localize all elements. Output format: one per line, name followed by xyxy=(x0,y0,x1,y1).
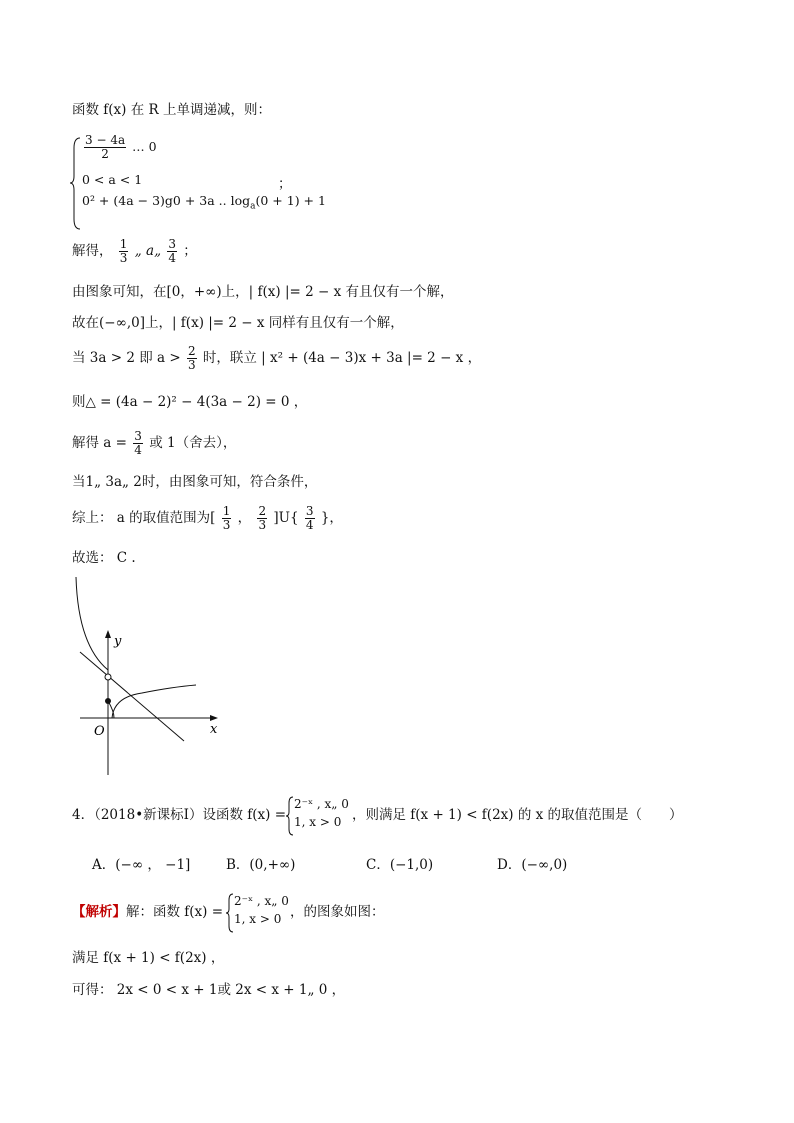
fraction xyxy=(222,505,232,532)
text: }， xyxy=(320,510,343,526)
frac-num: 2 xyxy=(187,344,196,358)
problem4-suffix xyxy=(352,805,683,825)
frac-den: 3 xyxy=(258,518,267,532)
left-curve xyxy=(76,577,108,670)
text: 故选： C . xyxy=(72,550,136,566)
system-row-1 xyxy=(82,134,157,161)
text: 由图象可知，在[0，+∞)上，| f(x) |= 2 − x 有且仅有一个解， xyxy=(72,284,454,300)
piecewise-case-2: 1, x > 0 xyxy=(294,815,342,829)
analysis-line-2 xyxy=(72,948,224,968)
analysis-brace xyxy=(226,893,234,933)
frac-den: 3 xyxy=(222,518,231,532)
frac-den: 4 xyxy=(305,518,314,532)
solution-line-solve-range xyxy=(72,238,197,265)
text: 解得 a = xyxy=(72,435,127,451)
frac-num: 2 xyxy=(258,504,267,518)
option-d[interactable]: D．(−∞,0) xyxy=(497,857,568,873)
analysis-piecewise xyxy=(234,892,289,928)
solution-line-answer xyxy=(72,548,136,568)
fraction xyxy=(133,430,143,457)
frac-den: 3 xyxy=(119,251,128,265)
x-axis-arrow xyxy=(210,715,218,721)
text: (0 + 1) + 1 xyxy=(255,193,326,208)
text: 解：函数 f(x) = xyxy=(126,904,224,920)
x-label: x xyxy=(210,722,218,737)
text: 故在(−∞,0]上，| f(x) |= 2 − x 同样有且仅有一个解， xyxy=(72,315,404,331)
frac-num: 3 xyxy=(305,504,314,518)
frac-den: 2 xyxy=(101,147,109,161)
analysis-line-1 xyxy=(72,902,223,922)
text: 时，联立 | x² + (4a − 3)x + 3a |= 2 − x ， xyxy=(202,350,482,366)
closed-point xyxy=(105,698,111,704)
solution-line-conclusion xyxy=(72,505,343,532)
frac-den: 4 xyxy=(134,443,142,457)
piecewise-case-1: 2⁻ˣ , x„ 0 xyxy=(234,894,289,908)
solution-line-graph-right xyxy=(72,282,454,302)
option-b[interactable]: B．(0,+∞) xyxy=(226,857,296,873)
solution-line-monotonic xyxy=(72,100,271,120)
frac-num: 1 xyxy=(119,237,128,251)
text: … 0 xyxy=(132,139,157,154)
text: 0² + (4a − 3)g0 + 3a .. log xyxy=(82,193,251,208)
fraction xyxy=(187,345,197,372)
problem-4-statement xyxy=(72,805,286,825)
system-brace xyxy=(70,136,82,231)
text: 则△ = (4a − 2)² − 4(3a − 2) = 0 ， xyxy=(72,394,308,410)
option-a[interactable]: A．(−∞ ， −1] xyxy=(92,857,191,873)
fraction xyxy=(119,238,129,265)
text: 函数 f(x) 在 R 上单调递减，则： xyxy=(72,102,271,118)
origin-label: O xyxy=(94,724,105,739)
analysis-line-1-suffix xyxy=(290,902,385,922)
analysis-line-3 xyxy=(72,980,345,1000)
text: „ a„ xyxy=(134,243,162,259)
frac-num: 3 − 4a xyxy=(85,133,126,147)
log-base: a xyxy=(250,201,256,212)
piecewise-case-1: 2⁻ˣ , x„ 0 xyxy=(294,797,349,811)
system-row-3 xyxy=(82,193,326,212)
open-point xyxy=(105,674,111,680)
frac-den: 4 xyxy=(168,251,176,265)
text: 当1„ 3a„ 2时，由图象可知，符合条件， xyxy=(72,474,318,490)
text: ，的图象如图： xyxy=(290,904,385,920)
fraction xyxy=(84,134,126,161)
text: 可得： 2x < 0 < x + 1或 2x < x + 1„ 0 ， xyxy=(72,982,346,998)
frac-num: 3 xyxy=(134,429,142,443)
system-row-2 xyxy=(82,172,142,187)
text: 4．（2018•新课标Ⅰ）设函数 f(x) = xyxy=(72,807,287,823)
solution-line-solve-a xyxy=(72,430,236,457)
fraction xyxy=(257,505,267,532)
function-graph xyxy=(62,575,232,780)
solution-line-case-3a xyxy=(72,345,481,372)
text: 解得， xyxy=(72,243,113,259)
text: ]U{ xyxy=(273,510,299,526)
y-axis-arrow xyxy=(105,630,111,638)
text: 当 3a > 2 即 a > xyxy=(72,350,181,366)
text: 或 1（舍去）， xyxy=(149,435,237,451)
solution-line-discriminant xyxy=(72,392,307,412)
text: 0 < a < 1 xyxy=(82,172,143,187)
text: ， xyxy=(237,510,252,526)
fraction xyxy=(167,238,177,265)
frac-num: 1 xyxy=(222,504,231,518)
fraction xyxy=(305,505,315,532)
text: ，则满足 f(x + 1) < f(2x) 的 x 的取值范围是（ ） xyxy=(352,807,683,823)
option-c[interactable]: C．(−1,0) xyxy=(366,857,434,873)
y-label: y xyxy=(114,634,122,649)
solution-line-case-range xyxy=(72,472,317,492)
text: 综上： a 的取值范围为[ xyxy=(72,510,216,526)
problem4-piecewise xyxy=(294,795,349,831)
analysis-tag: 【解析】 xyxy=(72,904,126,920)
text: 满足 f(x + 1) < f(2x) ， xyxy=(72,950,225,966)
system-semicolon: ； xyxy=(278,176,292,192)
text: ； xyxy=(183,243,197,259)
frac-num: 3 xyxy=(168,237,176,251)
piecewise-case-2: 1, x > 0 xyxy=(234,912,282,926)
frac-den: 3 xyxy=(187,358,196,372)
solution-line-graph-left xyxy=(72,313,404,333)
problem4-brace xyxy=(286,796,294,836)
